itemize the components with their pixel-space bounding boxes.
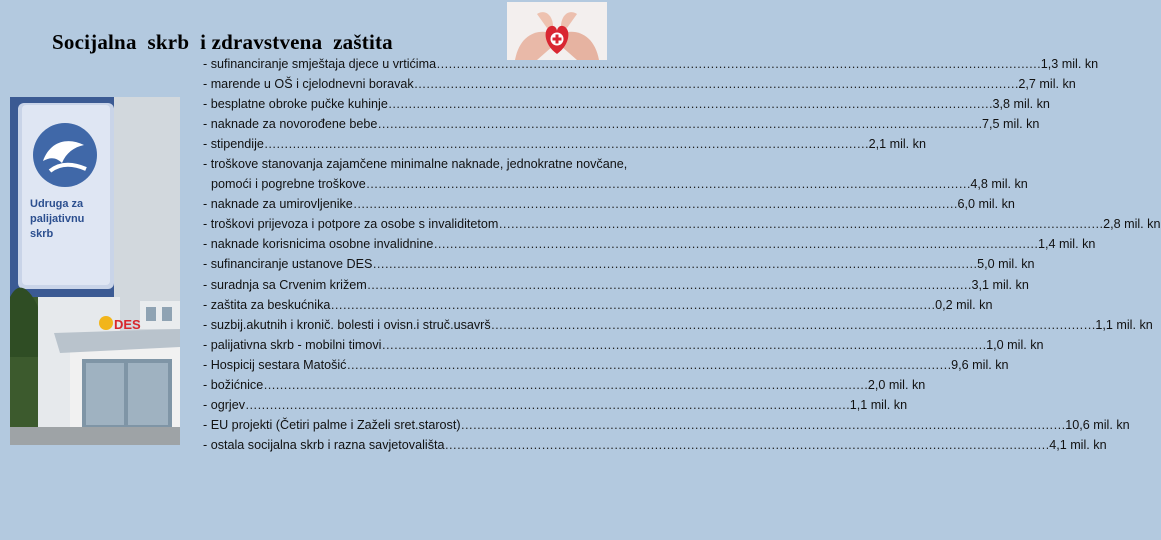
- list-item: - palijativna skrb - mobilni timovi …………………………………………………………………………………………………………………………………… 1,0 mil. kn: [203, 335, 701, 355]
- list-item: - naknade za novorođene bebe …………………………………………………………………………………………………………………………………… 7,5 mil. kn: [203, 114, 701, 134]
- list-item: - ostala socijalna skrb i razna savjetovališta …………………………………………………………………………………………………………………………………… 4,1 mil. kn: [203, 435, 701, 455]
- list-item: - troškove stanovanja zajamčene minimalne naknade, jednokratne novčane,: [203, 157, 628, 172]
- sign-line-1: Udruga za: [30, 198, 84, 210]
- list-item: - sufinanciranje ustanove DES …………………………………………………………………………………………………………………………………… 5,0 mil. kn: [203, 254, 701, 274]
- list-item: - sufinanciranje smještaja djece u vrtićima …………………………………………………………………………………………………………………………………… 1,3 mil. kn: [203, 54, 701, 74]
- heart-hands-photo: [507, 2, 607, 60]
- list-item: - božićnice …………………………………………………………………………………………………………………………………… 2,0 mil. kn: [203, 375, 701, 395]
- list-item: - ogrjev …………………………………………………………………………………………………………………………………… 1,1 mil. kn: [203, 395, 701, 415]
- list-item: - troškovi prijevoza i potpore za osobe s invaliditetom …………………………………………………………………………………………………………………………………… 2,8 mil. kn: [203, 214, 701, 234]
- list-item: - zaštita za beskućnika …………………………………………………………………………………………………………………………………… 0,2 mil. kn: [203, 295, 701, 315]
- sign-line-3: skrb: [30, 228, 54, 240]
- slide-title: Socijalna skrb i zdravstvena zaštita: [52, 30, 393, 54]
- list-item: - EU projekti (Četiri palme i Zaželi sret.starost) …………………………………………………………………………………………………………………………………… 10,6 mil. kn: [203, 415, 701, 435]
- list-item: - suzbij.akutnih i kronič. bolesti i ovisn.i struč.usavrš …………………………………………………………………………………………………………………………………… 1,1 mil. kn: [203, 315, 701, 335]
- list-item: - stipendije …………………………………………………………………………………………………………………………………… 2,1 mil. kn: [203, 134, 701, 154]
- list-item: - naknade za umirovljenike …………………………………………………………………………………………………………………………………… 6,0 mil. kn: [203, 194, 701, 214]
- sign-line-2: palijativnu: [30, 213, 85, 225]
- list-item: - suradnja sa Crvenim križem …………………………………………………………………………………………………………………………………… 3,1 mil. kn: [203, 275, 701, 295]
- list-item: pomoći i pogrebne troškove …………………………………………………………………………………………………………………………………… 4,8 mil. kn: [203, 174, 701, 194]
- funding-list: [203, 54, 1161, 455]
- des-logo-text: DES: [114, 317, 141, 332]
- list-item: - besplatne obroke pučke kuhinje …………………………………………………………………………………………………………………………………… 3,8 mil. kn: [203, 94, 701, 114]
- palliative-care-and-des-building-photo: [10, 97, 180, 445]
- list-item: - marende u OŠ i cjelodnevni boravak …………………………………………………………………………………………………………………………………… 2,7 mil. kn: [203, 74, 701, 94]
- list-item: - Hospicij sestara Matošić …………………………………………………………………………………………………………………………………… 9,6 mil. kn: [203, 355, 701, 375]
- list-item: - naknade korisnicima osobne invalidnine …………………………………………………………………………………………………………………………………… 1,4 mil. kn: [203, 234, 701, 254]
